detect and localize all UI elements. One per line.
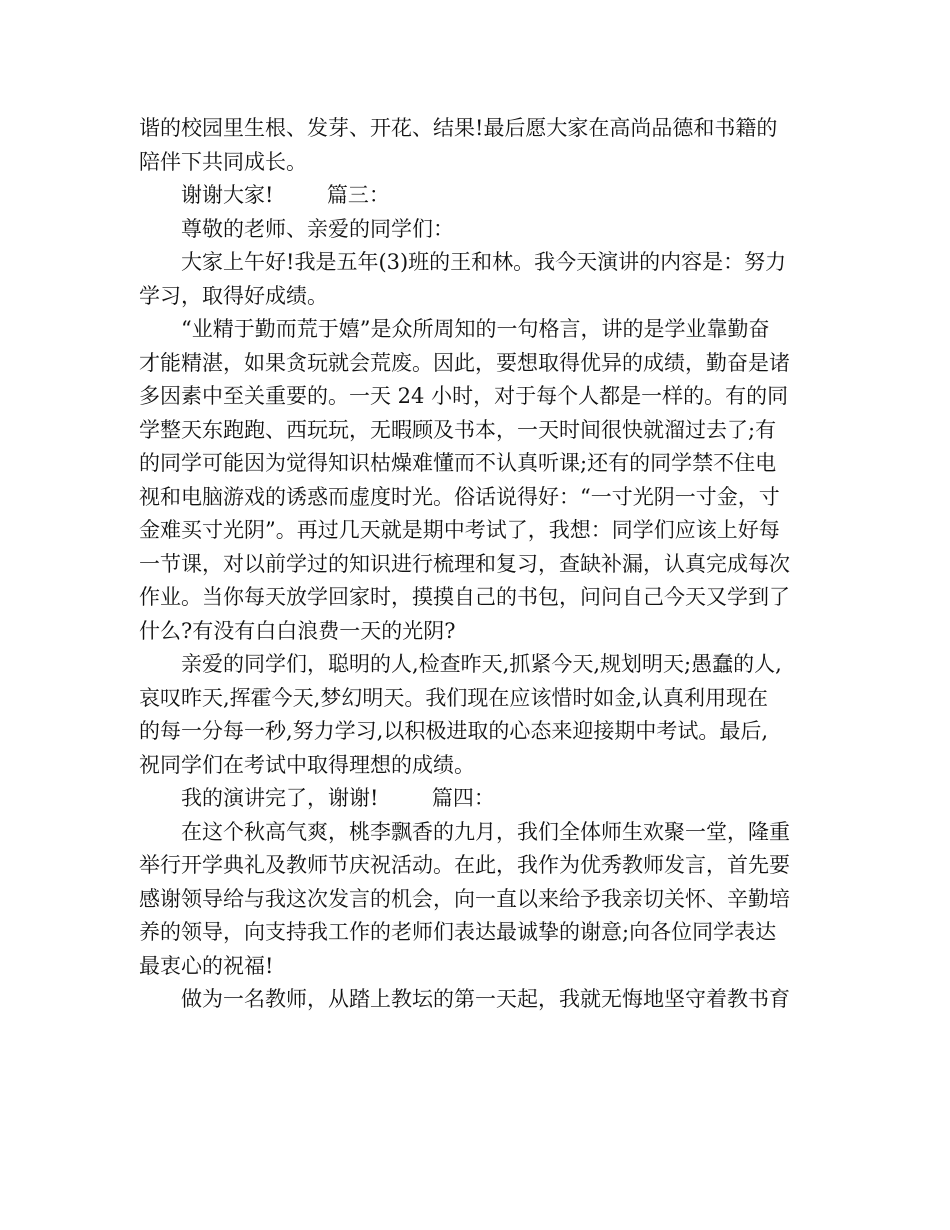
text-line: 我的演讲完了，谢谢! 篇四： xyxy=(181,786,495,810)
text-line: 什么?有没有白白浪费一天的光阴? xyxy=(139,618,456,643)
text-line: 尊敬的老师、亲爱的同学们： xyxy=(181,216,454,241)
text-line: 感谢领导给与我这次发言的机会，向一直以来给予我亲切关怀、辛勤培 xyxy=(139,886,790,911)
text-line: 谐的校园里生根、发芽、开花、结果!最后愿大家在高尚品德和书籍的 xyxy=(139,116,778,140)
text-line: 在这个秋高气爽，桃李飘香的九月，我们全体师生欢聚一堂，隆重 xyxy=(181,819,790,844)
text-line: 学习，取得好成绩。 xyxy=(139,283,328,308)
text-line: 亲爱的同学们，聪明的人,检查昨天,抓紧今天,规划明天;愚蠢的人, xyxy=(181,652,782,676)
text-line: 多因素中至关重要的。一天 24 小时，对于每个人都是一样的。有的同 xyxy=(139,384,789,408)
text-line: 作业。当你每天放学回家时，摸摸自己的书包，问问自己今天又学到了 xyxy=(139,585,790,609)
text-line: 金难买寸光阴”。再过几天就是期中考试了，我想：同学们应该上好每 xyxy=(139,518,780,542)
text-line: 祝同学们在考试中取得理想的成绩。 xyxy=(139,752,475,777)
text-line: 最衷心的祝福! xyxy=(139,953,274,978)
text-line: 举行开学典礼及教师节庆祝活动。在此，我作为优秀教师发言，首先要 xyxy=(139,853,790,877)
text-line: 一节课，对以前学过的知识进行梳理和复习，查缺补漏，认真完成每次 xyxy=(139,551,790,576)
text-line: 哀叹昨天,挥霍今天,梦幻明天。我们现在应该惜时如金,认真利用现在 xyxy=(139,685,769,710)
text-line: 谢谢大家! 篇三： xyxy=(181,183,390,207)
text-line: 的每一分每一秒,努力学习,以积极进取的心态来迎接期中考试。最后, xyxy=(139,719,769,743)
text-line: “业精于勤而荒于嬉”是众所周知的一句格言，讲的是学业靠勤奋 xyxy=(181,317,770,341)
text-line: 做为一名教师，从踏上教坛的第一天起，我就无悔地坚守着教书育 xyxy=(181,987,790,1011)
text-line: 养的领导，向支持我工作的老师们表达最诚挚的谢意;向各位同学表达 xyxy=(139,920,777,944)
document-body xyxy=(139,112,829,1017)
text-line: 学整天东跑跑、西玩玩，无暇顾及书本，一天时间很快就溜过去了;有 xyxy=(139,417,777,442)
text-line: 大家上午好!我是五年(3)班的王和林。我今天演讲的内容是：努力 xyxy=(181,250,787,274)
text-line: 视和电脑游戏的诱惑而虚度时光。俗话说得好：“一寸光阴一寸金，寸 xyxy=(139,484,780,509)
text-line: 才能精湛，如果贪玩就会荒废。因此，要想取得优异的成绩，勤奋是诸 xyxy=(139,350,790,375)
text-line: 陪伴下共同成长。 xyxy=(139,149,307,174)
text-line: 的同学可能因为觉得知识枯燥难懂而不认真听课;还有的同学禁不住电 xyxy=(139,451,777,475)
